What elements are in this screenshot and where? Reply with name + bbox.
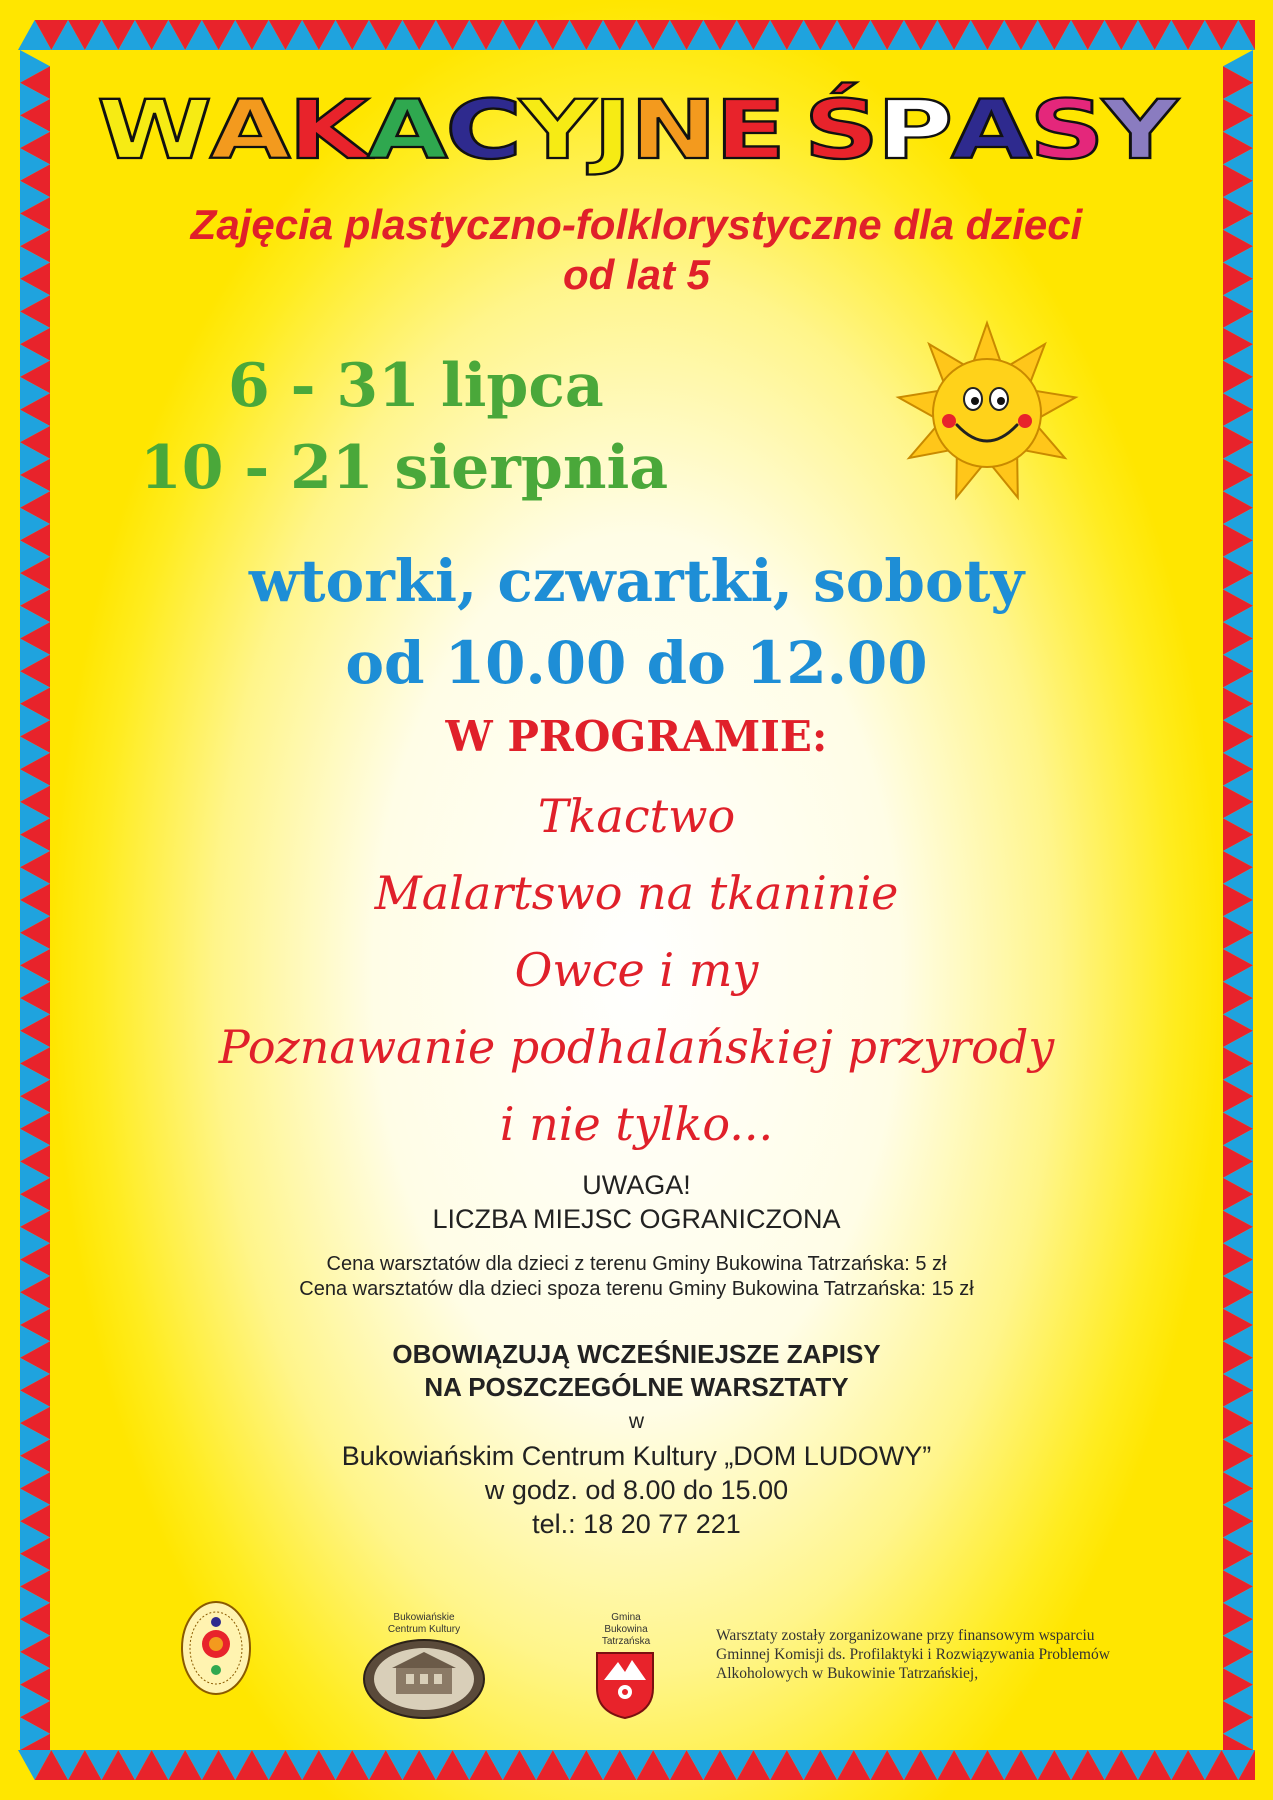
notice-block <box>0 1168 1273 1236</box>
gmina-coat-of-arms-icon <box>594 1650 656 1720</box>
bck-caption-line-1: Bukowiańskie <box>393 1612 455 1623</box>
contact-block <box>0 1405 1273 1541</box>
title-letter: Y <box>519 82 594 178</box>
contact-place: Bukowiańskim Centrum Kultury „DOM LUDOWY” <box>341 1441 932 1471</box>
title-letter: W <box>97 82 210 178</box>
subtitle <box>0 200 1273 300</box>
contact-phone: tel.: 18 20 77 221 <box>532 1509 741 1539</box>
sponsor-note <box>716 1626 1186 1683</box>
program-heading: W PROGRAMIE: <box>445 712 828 761</box>
bck-caption <box>364 1612 484 1636</box>
title-letter: C <box>445 82 520 178</box>
bck-caption-line-2: Centrum Kultury <box>387 1624 461 1635</box>
notice-limited-places: LICZBA MIEJSC OGRANICZONA <box>432 1204 841 1234</box>
title-letter: E <box>714 82 784 178</box>
sponsor-line-3: Alkoholowych w Bukowinie Tatrzańskiej, <box>716 1665 979 1682</box>
title-letter: Y <box>1102 82 1176 178</box>
program-list <box>0 778 1273 1163</box>
notice-warning: UWAGA! <box>582 1170 691 1200</box>
program-item: Malartswo na tkaninie <box>374 866 899 920</box>
title-letter: N <box>629 82 715 178</box>
title-letter: P <box>876 82 952 178</box>
dom-ludowy-logo-icon <box>362 1638 486 1720</box>
contact-hours: w godz. od 8.00 do 15.00 <box>484 1475 789 1505</box>
subtitle-line-2: od lat 5 <box>562 251 711 298</box>
schedule-days: wtorki, czwartki, soboty <box>248 547 1025 615</box>
contact-w: w <box>628 1410 645 1433</box>
gmina-caption <box>586 1612 666 1648</box>
schedule-hours: od 10.00 do 12.00 <box>345 629 928 697</box>
dates-july: 6 - 31 lipca <box>228 351 604 421</box>
price-local: Cena warsztatów dla dzieci z terenu Gminy Bukowina Tatrzańska: 5 zł <box>326 1253 947 1275</box>
folk-school-seal-icon <box>180 1600 252 1696</box>
price-nonlocal: Cena warsztatów dla dzieci spoza terenu Gminy Bukowina Tatrzańska: 15 zł <box>299 1278 974 1300</box>
gmina-caption-line-3: Tatrzańska <box>601 1636 651 1647</box>
title-space <box>784 89 804 170</box>
program-item: i nie tylko... <box>499 1097 774 1151</box>
title-letter: Ś <box>803 82 877 178</box>
dates-block <box>140 345 668 509</box>
signup-block <box>0 1338 1273 1404</box>
signup-line-1: OBOWIĄZUJĄ WCZEŚNIEJSZE ZAPISY <box>392 1339 881 1369</box>
poster-title <box>0 78 1273 182</box>
program-item: Tkactwo <box>537 789 736 843</box>
gmina-caption-line-1: Gmina <box>611 1612 641 1623</box>
title-letter: A <box>367 82 446 178</box>
schedule-block <box>0 540 1273 704</box>
subtitle-line-1: Zajęcia plastyczno-folklorystyczne dla dzieci <box>190 201 1083 248</box>
title-letter: K <box>288 82 367 178</box>
gmina-caption-line-2: Bukowina <box>604 1624 648 1635</box>
title-letter: A <box>209 82 289 178</box>
title-letter: J <box>593 82 630 178</box>
prices-block <box>0 1252 1273 1302</box>
program-item: Poznawanie podhalańskiej przyrody <box>218 1020 1055 1074</box>
program-item: Owce i my <box>514 943 759 997</box>
sponsor-line-1: Warsztaty zostały zorganizowane przy finansowym wsparciu <box>716 1627 1095 1644</box>
title-letter: A <box>951 82 1030 178</box>
dates-august: 10 - 21 sierpnia <box>140 433 669 503</box>
sponsor-line-2: Gminnej Komisji ds. Profilaktyki i Rozwiązywania Problemów <box>716 1646 1110 1663</box>
smiling-sun-icon <box>892 318 1082 508</box>
signup-line-2: NA POSZCZEGÓLNE WARSZTATY <box>424 1372 849 1402</box>
title-letter: S <box>1029 82 1103 178</box>
